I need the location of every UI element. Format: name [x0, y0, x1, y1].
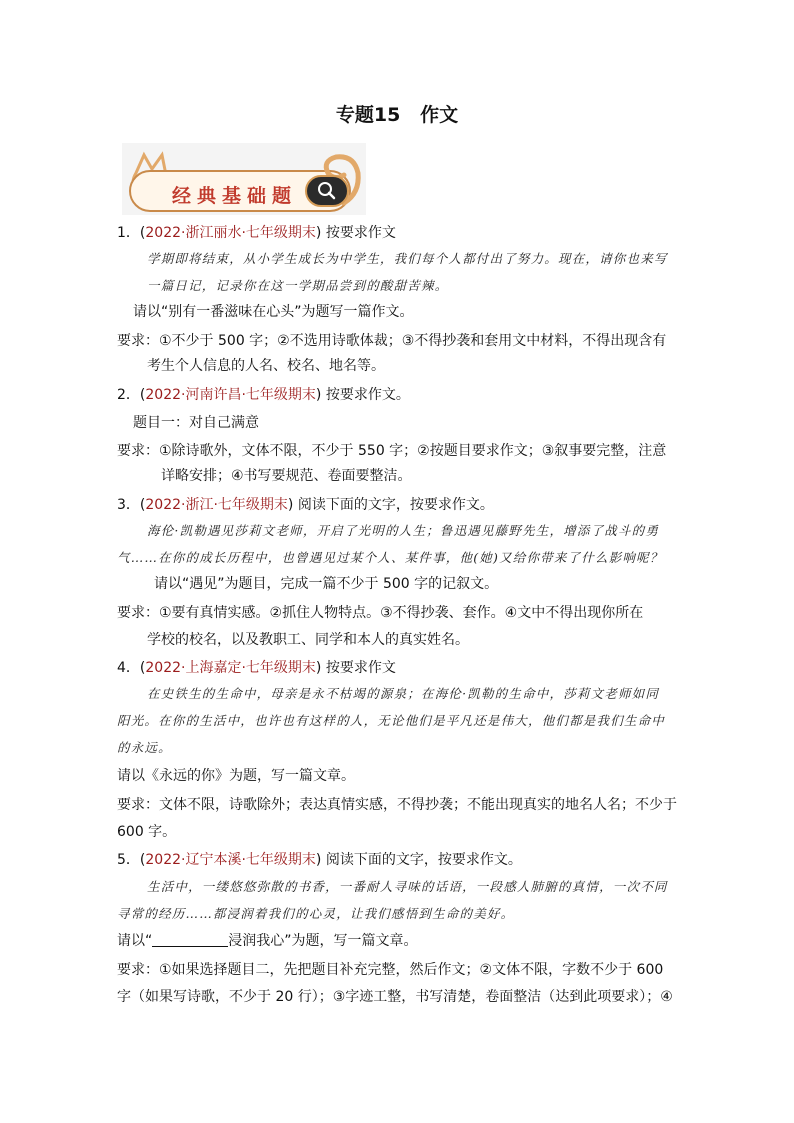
question-number: 1．	[117, 225, 140, 241]
question-prompt: 按要求作文	[325, 225, 396, 241]
question-source: 2022·河南许昌·七年级期末	[145, 387, 316, 403]
badge-label: 经典基础题	[172, 185, 298, 207]
question-prompt: 阅读下面的文字，按要求作文。	[325, 852, 522, 868]
passage-line: 阳光。在你的生活中，也许也有这样的人，无论他们是平凡还是伟大，他们都是我们生命中	[117, 713, 666, 728]
requirements-line: 要求：①不少于 500 字；②不选用诗歌体裁；③不得抄袭和套用文中材料，不得出现含有	[117, 333, 667, 349]
passage-line: 的永远。	[117, 740, 172, 755]
requirements-line: 要求：①除诗歌外，文体不限，不少于 550 字；②按题目要求作文；③叙事要完整，注意	[117, 443, 667, 459]
question-number: 5．	[117, 852, 140, 868]
passage-line: 气……在你的成长历程中，也曾遇见过某个人、某件事，他(她)又给你带来了什么影响呢？	[117, 550, 664, 565]
requirements-line: 要求：①如果选择题目二，先把题目补充完整，然后作文；②文体不限，字数不少于 600	[117, 962, 664, 978]
question-1-header: 1．(2022·浙江丽水·七年级期末) 按要求作文	[117, 225, 396, 241]
passage-line: 一篇日记，记录你在这一学期品尝到的酸甜苦辣。	[147, 278, 449, 293]
requirements-line: 字（如果写诗歌，不少于 20 行）；③字迹工整，书写清楚，卷面整洁（达到此项要求）；④	[117, 989, 673, 1005]
question-5-header: 5．(2022·辽宁本溪·七年级期末) 阅读下面的文字，按要求作文。	[117, 852, 522, 868]
requirements-line: 600 字。	[117, 824, 177, 840]
passage-line: 寻常的经历……都浸润着我们的心灵，让我们感悟到生命的美好。	[117, 906, 515, 921]
question-prompt: 阅读下面的文字，按要求作文。	[297, 497, 494, 513]
fill-in-blank	[152, 932, 228, 947]
instruction: 题目一：对自己满意	[133, 415, 259, 431]
requirements-line: 学校的校名，以及教职工、同学和本人的真实姓名。	[147, 632, 469, 648]
question-source: 2022·上海嘉定·七年级期末	[145, 660, 316, 676]
requirements-line: 详略安排；④书写要规范、卷面要整洁。	[161, 468, 412, 484]
question-prompt: 按要求作文	[325, 660, 396, 676]
requirements-line: 考生个人信息的人名、校名、地名等。	[147, 358, 385, 374]
question-2-header: 2．(2022·河南许昌·七年级期末) 按要求作文。	[117, 387, 410, 403]
question-source: 2022·辽宁本溪·七年级期末	[145, 852, 316, 868]
passage-line: 学期即将结束，从小学生成长为中学生，我们每个人都付出了努力。现在，请你也来写	[147, 251, 668, 266]
requirements-line: 要求：①要有真情实感。②抓住人物特点。③不得抄袭、套作。④文中不得出现你所在	[117, 605, 644, 621]
question-source: 2022·浙江·七年级期末	[145, 497, 288, 513]
passage-line: 生活中，一缕悠悠弥散的书香，一番耐人寻味的话语，一段感人肺腑的真情，一次不同	[147, 879, 668, 894]
question-number: 2．	[117, 387, 140, 403]
question-4-header: 4．(2022·上海嘉定·七年级期末) 按要求作文	[117, 660, 396, 676]
instruction: 请以“别有一番滋味在心头”为题写一篇作文。	[133, 304, 414, 320]
instruction: 请以《永远的你》为题，写一篇文章。	[117, 768, 355, 784]
question-number: 3．	[117, 497, 140, 513]
page-title: 专题15 作文	[335, 104, 459, 126]
instruction: 请以“遇见”为题目，完成一篇不少于 500 字的记叙文。	[154, 576, 499, 592]
section-badge	[122, 143, 366, 215]
instruction: 请以“ 浸润我心”为题，写一篇文章。	[117, 933, 418, 949]
passage-line: 海伦·凯勒遇见莎莉文老师，开启了光明的人生；鲁迅遇见藤野先生，增添了战斗的勇	[147, 523, 660, 538]
requirements-line: 要求：文体不限，诗歌除外；表达真情实感，不得抄袭；不能出现真实的地名人名；不少于	[117, 797, 677, 813]
passage-line: 在史铁生的生命中，母亲是永不枯竭的源泉；在海伦·凯勒的生命中，莎莉文老师如同	[147, 686, 660, 701]
question-source: 2022·浙江丽水·七年级期末	[145, 225, 316, 241]
question-3-header: 3．(2022·浙江·七年级期末) 阅读下面的文字，按要求作文。	[117, 497, 494, 513]
question-number: 4．	[117, 660, 140, 676]
question-prompt: 按要求作文。	[325, 387, 410, 403]
